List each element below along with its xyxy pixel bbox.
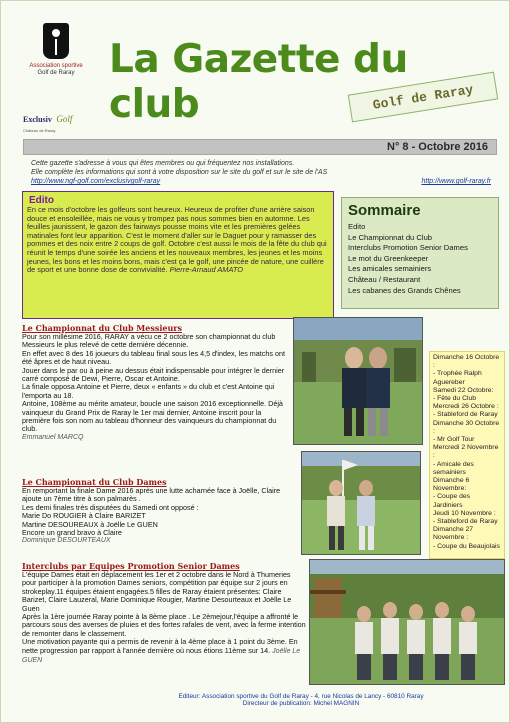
calendar-line: - Trophée Ralph Aguereber [433, 370, 482, 386]
calendar-box [429, 351, 505, 559]
section-interclubs-text: L'équipe Dames était en déplacement les 1er et 2 octobre dans le Nord à Thumeries pour participer à la promotion Dames seniors, compétition par équipe sur 2 jours en strokeplay.11 équipes étaient engagées.5 filles de Raray étaient présentes: Claire Barizet, Claire Lauzeral, Marie Dominique Rougier, Martine Desourteaux et Joëlle Le Guen Après la 1ère journée Raray pointe à la 8ème place . Le 2èmejour,l'équipe a affronté le parcours sous des averses de pluies et des fortes rafales de vent, avec la ferme intention de remonter dans le classement. Une motivation payante qui a permis de revenir à la 4ème place à 1 point du 3ème. En nette progression par rapport à l'année dernière où nous étions 11ème sur 14. Joëlle Le GUEN [22, 570, 306, 665]
exclusiv-sub: Château de Raray [23, 128, 56, 133]
calendar-line: - Amicale des semainiers [433, 460, 474, 476]
sommaire-item[interactable]: Les cabanes des Grands Chênes [348, 285, 461, 295]
exclusiv-g: Golf [56, 114, 73, 124]
calendar-line: Samedi 22 Octobre: [433, 386, 494, 394]
photo-equipe-dames [309, 559, 505, 685]
sommaire-title: Sommaire [348, 202, 421, 219]
subtitle-text: Golf de Raray [371, 81, 475, 113]
logo-text-1: Association sportive [29, 63, 83, 69]
sommaire-item[interactable]: Interclubs Promotion Senior Dames [348, 243, 468, 253]
section2-signature: Dominique DESOURTEAUX [22, 537, 111, 545]
edito-title: Edito [29, 195, 54, 206]
sommaire-box [341, 197, 499, 309]
intro-line-2: Elle complète les informations qui sont à votre disposition sur le site du golf et sur le site de l'AS [31, 169, 328, 176]
calendar-line: - Stableford de Raray [433, 518, 498, 526]
calendar-line: - Coupe des Jardiniers [433, 493, 471, 509]
edito-text: En ce mois d'octobre les golfeurs sont heureux. Heureux de profiter d'une arrière saison douce et ensoleillée, mais ne vous y trompez pas nous sommes bien en automne. Les feuilles jaunissent, le gazon des fairways pousse moins vite et les premières gelées matinales font leur apparition. C'est le moment d'aller sur le Daguet pour y ramasser des pommes et des noix entre 2 coups de golf. Octobre c'est aussi le mois de la fête du club qui réunit le temps d'une soirée les anciens et les nouveaux membres, les jeunes et les moins jeunes, les bons et les moins bons, mais c'est ça le golf, une pincée de nature, une cuillère de sport et une bonne dose de convivialité. Pierre-Arnaud AMATO [27, 205, 327, 275]
calendar-line: - Mr Golf Tour [433, 436, 475, 444]
calendar-line: Dimanche 6 Novembre: [433, 477, 470, 493]
section-championnat-dames-title: Le Championnat du Club Dames [22, 477, 167, 487]
photo-finalistes-dames [301, 451, 421, 555]
calendar-line: - Fête du Club [433, 395, 477, 403]
intro-block [31, 159, 491, 186]
section3-signature: Joëlle Le GUEN [22, 647, 301, 665]
section-championnat-dames-text: En remportant la finale Dame 2016 après une lutte acharnée face à Joëlle, Claire ajoute un 7ème titre à son palmarès . Les demi finales très disputées du Samedi ont opposé : Marie Do ROUGIER à Claire BARIZET Martine DESOUREAUX à Joëlle Le GUEN Encore un grand bravo à Claire Dominique DESOURTEAUX [22, 487, 292, 546]
issue-bar [23, 139, 497, 155]
edito-box [22, 191, 334, 319]
exclusiv-golf-logo [23, 109, 95, 137]
intro-line-1: Cette gazette s'adresse à vous qui êtes membres ou qui fréquentez nos installations. [31, 160, 295, 167]
section1-signature: Emmanuel MARCQ [22, 433, 84, 441]
calendar-line: Dimanche 30 Octobre : [433, 419, 500, 435]
exclusiv-text: Exclusiv [23, 115, 52, 124]
gazette-title: La Gazette du club [109, 37, 408, 127]
sommaire-item[interactable]: Les amicales semainiers [348, 264, 432, 274]
calendar-line: Jeudi 10 Novembre : [433, 509, 496, 517]
calendar-line: Mercredi 2 Novembre : [433, 444, 499, 460]
calendar-line: Mercredi 26 Octobre : [433, 403, 499, 411]
sommaire-item[interactable]: Le mot du Greenkeeper [348, 253, 429, 263]
calendar-line: - Stableford de Raray [433, 411, 498, 419]
calendar-line: Dimanche 16 Octobre : [433, 354, 500, 370]
edito-signature: Pierre-Arnaud AMATO [169, 265, 243, 275]
footer [101, 693, 501, 708]
sommaire-item[interactable]: Château / Restaurant [348, 274, 421, 284]
section-championnat-messieurs-title: Le Championnat du Club Messieurs [22, 323, 183, 333]
calendar-line: - Coupe du Beaujolais [433, 542, 500, 550]
association-logo [23, 23, 89, 93]
golfer-logo-icon [43, 23, 69, 59]
golf-raray-link[interactable]: http://www.golf-raray.fr [421, 178, 491, 185]
footer-editor: Editeur: Association sportive du Golf de Raray - 4, rue Nicolas de Lancy - 60810 Raray [178, 693, 424, 700]
calendar-line: Dimanche 27 Novembre : [433, 526, 474, 542]
section-championnat-messieurs-text: Pour son millésime 2016, RARAY a vécu ce 2 octobre son championnat du club Messieurs le plus relevé de cette dernière décennie. En effet avec 8 des 16 joueurs du tableau final sous les 4,5 d'index, les matchs ont été âpres et de haut niveau. Jouer dans le par ou à peine au dessus était indispensable pour intégrer le dernier carré composé de Dewi, Pierre, Oscar et Antoine. La finale opposa Antoine et Pierre, deux « enfants » du club et c'est Antoine qui l'emporta au 18. Antoine, 108ème au mérite amateur, boucle une saison 2016 exceptionnelle. Déjà vainqueur du Grand Prix de Raray le 1er mai dernier, Antoine inscrit pour la première fois son nom au tableau d'honneur des vainqueurs du championnat du club. Emmanuel MARCQ [22, 333, 288, 442]
sommaire-item[interactable]: Edito [348, 222, 366, 231]
logo-text-2: Golf de Raray [37, 70, 75, 76]
photo-finalistes-messieurs [293, 317, 423, 445]
sommaire-list [348, 222, 492, 296]
section-interclubs-title: Interclubs par Equipes Promotion Senior Dames [22, 561, 240, 571]
issue-number: N° 8 - Octobre 2016 [387, 141, 488, 153]
footer-director: Directeur de publication: Michel MAGNIN [242, 700, 360, 708]
sommaire-item[interactable]: Le Championnat du Club [348, 232, 433, 242]
ngf-golf-link[interactable]: http://www.ngf-golf.com/exclusivgolf-raray [31, 178, 161, 185]
